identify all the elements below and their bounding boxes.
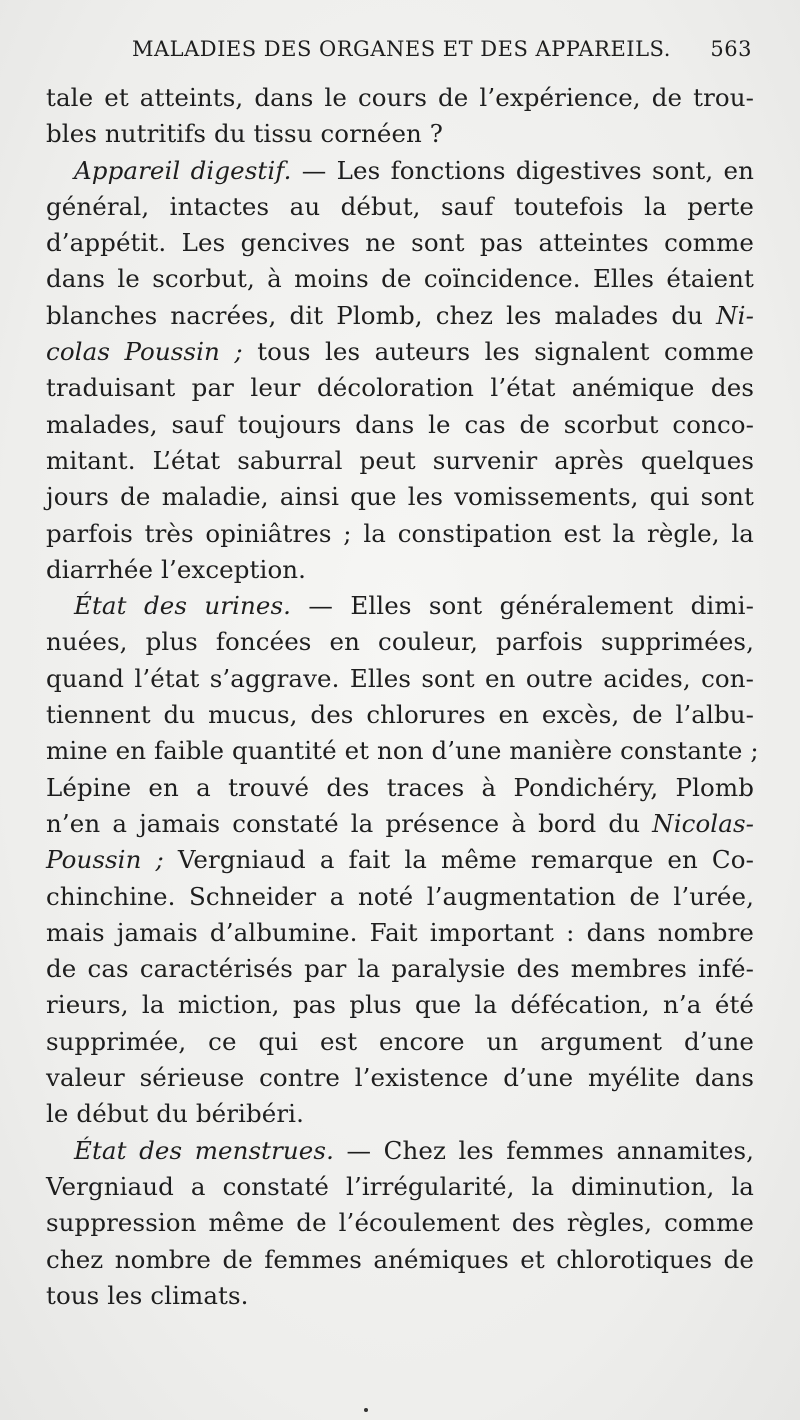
text-line — [46, 153, 754, 189]
text-segment: chinchine. Schneider a noté l’augmentation de l’urée, — [46, 881, 754, 911]
running-header — [132, 33, 752, 67]
italic-heading-segment: colas Poussin ; — [46, 337, 243, 367]
text-line — [46, 770, 754, 806]
text-line — [46, 479, 754, 515]
text-line — [46, 370, 754, 406]
text-line — [46, 80, 754, 116]
text-segment: tale et atteints, dans le cours de l’expérience, de trou- — [46, 83, 754, 112]
text-line — [46, 116, 754, 152]
text-line — [46, 842, 754, 878]
text-line — [46, 661, 754, 697]
text-line — [46, 407, 754, 443]
text-line — [46, 516, 754, 552]
italic-heading-segment: État des menstrues. — [74, 1135, 334, 1165]
italic-heading-segment: Poussin ; — [46, 845, 164, 875]
text-line — [46, 261, 754, 297]
text-segment: Vergniaud a constaté l’irrégularité, la diminution, la — [46, 1171, 754, 1201]
text-segment: malades, sauf toujours dans le cas de scorbut conco- — [46, 409, 754, 439]
text-line — [46, 443, 754, 479]
text-segment: chez nombre de femmes anémiques et chlorotiques de — [46, 1244, 754, 1274]
text-segment: dans le scorbut, à moins de coïncidence. Elles étaient — [46, 264, 754, 294]
text-line — [46, 806, 754, 842]
italic-heading-segment: Nicolas- — [652, 808, 754, 838]
text-line — [46, 733, 759, 769]
text-segment: jours de maladie, ainsi que les vomissements, qui sont — [46, 482, 754, 512]
text-line — [46, 189, 754, 225]
text-line — [46, 879, 754, 915]
text-segment: supprimée, ce qui est encore un argument d’une — [46, 1026, 754, 1056]
text-line — [46, 225, 754, 261]
text-segment: — Elles sont généralement dimi- — [291, 591, 754, 621]
text-segment: parfois très opiniâtres ; la constipation est la règle, la — [46, 518, 754, 548]
page-number: 563 — [710, 37, 752, 61]
ink-speck — [364, 1408, 368, 1412]
text-segment: tous les climats. — [46, 1280, 249, 1310]
text-segment: tiennent du mucus, des chlorures en excès, de l’albu- — [46, 700, 754, 730]
text-segment: diarrhée l’exception. — [46, 554, 307, 584]
text-line — [46, 1242, 754, 1278]
text-segment: quand l’état s’aggrave. Elles sont en outre acides, con- — [46, 663, 754, 693]
text-segment: mine en faible quantité et non d’une manière constante ; — [46, 736, 759, 766]
text-line — [46, 987, 754, 1023]
text-line — [46, 1205, 754, 1241]
body-text — [46, 80, 759, 1314]
text-line — [46, 1278, 754, 1314]
text-segment: blanches nacrées, dit Plomb, chez les malades du — [46, 300, 717, 330]
italic-heading-segment: État des urines. — [74, 591, 292, 621]
text-line — [46, 298, 754, 334]
text-line — [46, 588, 754, 624]
text-segment: — Les fonctions digestives sont, en — [291, 155, 755, 185]
text-line — [46, 1060, 754, 1096]
text-segment: n’en a jamais constaté la présence à bord du — [46, 808, 653, 838]
text-segment: d’appétit. Les gencives ne sont pas atteintes comme — [46, 228, 754, 258]
text-line — [46, 1169, 754, 1205]
text-segment: rieurs, la miction, pas plus que la défécation, n’a été — [46, 990, 754, 1020]
text-segment: suppression même de l’écoulement des règles, comme — [46, 1208, 754, 1238]
text-line — [46, 1096, 754, 1132]
text-segment: mais jamais d’albumine. Fait important : dans nombre — [46, 917, 754, 947]
text-segment: bles nutritifs du tissu cornéen ? — [46, 119, 444, 149]
text-segment: — Chez les femmes annamites, — [333, 1135, 755, 1165]
italic-heading-segment: Appareil digestif. — [74, 155, 292, 185]
text-segment: mitant. L’état saburral peut survenir après quelques — [46, 445, 754, 475]
text-line — [46, 1133, 754, 1169]
text-segment: nuées, plus foncées en couleur, parfois supprimées, — [46, 627, 754, 657]
text-line — [46, 624, 754, 660]
text-line — [46, 915, 754, 951]
text-segment: Vergniaud a fait la même remarque en Co- — [163, 845, 754, 875]
running-title: MALADIES DES ORGANES ET DES APPAREILS. — [132, 37, 671, 61]
text-segment: le début du béribéri. — [46, 1099, 304, 1129]
text-line — [46, 334, 754, 370]
text-line — [46, 697, 754, 733]
text-line — [46, 1024, 754, 1060]
text-segment: de cas caractérisés par la paralysie des membres infé- — [46, 954, 754, 984]
text-segment: Lépine en a trouvé des traces à Pondichéry, Plomb — [46, 772, 754, 802]
text-segment: tous les auteurs les signalent comme — [242, 337, 754, 367]
text-segment: traduisant par leur décoloration l’état anémique des — [46, 373, 754, 403]
text-line — [46, 552, 754, 588]
text-line — [46, 951, 754, 987]
text-segment: général, intactes au début, sauf toutefois la perte — [46, 191, 754, 221]
text-segment: valeur sérieuse contre l’existence d’une myélite dans — [46, 1063, 754, 1093]
italic-heading-segment: Ni- — [716, 300, 754, 330]
